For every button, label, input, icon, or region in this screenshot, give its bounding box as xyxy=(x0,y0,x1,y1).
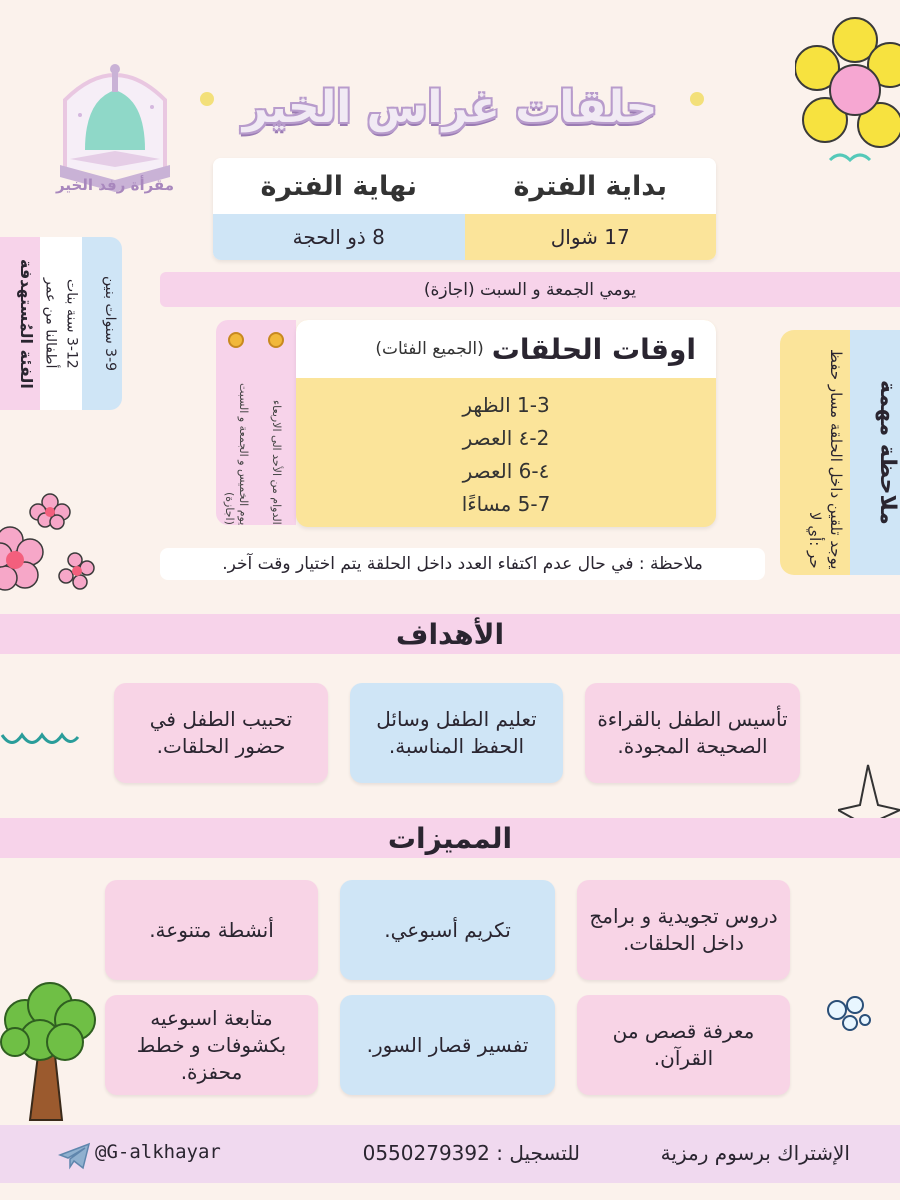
telegram-handle[interactable]: @G-alkhayar xyxy=(95,1141,221,1163)
period-start-value: 17 شوال xyxy=(465,214,717,260)
list-item: ٤-6 العصر xyxy=(462,458,550,483)
footer xyxy=(0,1125,900,1183)
period-start-label: بداية الفترة xyxy=(513,170,667,202)
feature-card: متابعة اسبوعيه بكشوفات و خطط محفزة. xyxy=(105,995,318,1095)
feature-card: معرفة قصص من القرآن. xyxy=(577,995,790,1095)
tree-icon xyxy=(0,980,100,1125)
important-note-card xyxy=(780,330,900,575)
period-end-label: نهاية الفترة xyxy=(260,170,418,202)
target-label: الفئة المُستهدفة xyxy=(17,258,36,389)
page-title: حلقات غراس الخير xyxy=(242,81,658,133)
sparkle-icon xyxy=(690,92,704,106)
period-table xyxy=(213,158,716,260)
important-note-label: ملاحظة مهمة xyxy=(875,380,900,525)
goal-card: تحبيب الطفل في حضور الحلقات. xyxy=(114,683,328,783)
list-item: 2-٤ العصر xyxy=(462,425,550,450)
flower-icon xyxy=(795,10,900,170)
times-card xyxy=(296,320,716,527)
register-text: للتسجيل : 0550279392 xyxy=(362,1141,580,1165)
times-subtitle: (الجميع الفئات) xyxy=(375,339,484,359)
feature-card: دروس تجويدية و برامج داخل الحلقات. xyxy=(577,880,790,980)
list-item: 5-7 مساءًا xyxy=(461,491,551,516)
target-line2: 3-12 سنة بنات xyxy=(63,278,80,369)
goal-card: تأسيس الطفل بالقراءة الصحيحة المجودة. xyxy=(585,683,800,783)
off-days-note: يوم الخميس و الجمعة و السبت (اجازة) xyxy=(223,382,250,525)
bell-icon xyxy=(228,332,244,348)
list-item: 1-3 الظهر xyxy=(462,392,550,417)
wave-icon xyxy=(0,725,80,755)
work-days-note: الدوام من الأحد الى الاربعاء xyxy=(269,400,283,525)
period-end-value: 8 ذو الحجة xyxy=(213,214,465,260)
target-line1: أطفالنا من عمر xyxy=(42,278,59,369)
times-list xyxy=(296,378,716,520)
days-off-bar: يومي الجمعة و السبت (اجازة) xyxy=(160,272,900,307)
feature-card: تكريم أسبوعي. xyxy=(340,880,555,980)
telegram-icon[interactable] xyxy=(58,1142,92,1170)
sparkle-icon xyxy=(200,92,214,106)
logo xyxy=(30,55,200,205)
important-note-text: يوجد تلقين داخل الحلقة مسار حفظ حر :أي لا xyxy=(806,348,845,569)
remark-bar: ملاحظة : في حال عدم اكتفاء العدد داخل الحلقة يتم اختيار وقت آخر. xyxy=(160,548,765,580)
schedule-notes xyxy=(216,320,296,525)
goal-card: تعليم الطفل وسائل الحفظ المناسبة. xyxy=(350,683,563,783)
bubbles-icon xyxy=(825,990,875,1035)
times-title: اوقات الحلقات xyxy=(491,332,696,366)
bell-icon xyxy=(268,332,284,348)
target-group-card xyxy=(0,237,122,410)
feature-card: تفسير قصار السور. xyxy=(340,995,555,1095)
target-line3: 3-9 سنوات بنين xyxy=(102,275,118,372)
features-title: المميزات xyxy=(0,818,900,858)
fee-text: الإشتراك برسوم رمزية xyxy=(660,1141,850,1165)
goals-title: الأهداف xyxy=(0,614,900,654)
logo-text: مقرأة رفد الخير xyxy=(56,176,175,194)
flowers-icon xyxy=(0,490,100,600)
feature-card: أنشطة متنوعة. xyxy=(105,880,318,980)
